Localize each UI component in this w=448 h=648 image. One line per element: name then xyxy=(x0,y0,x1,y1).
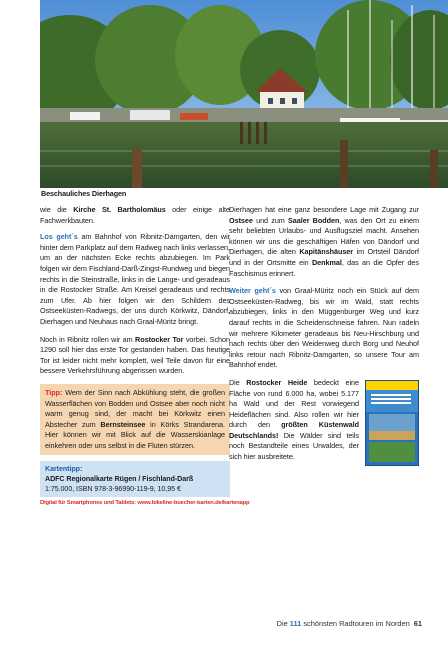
left-paragraph-2: Los geht´s am Bahnhof von Ribnitz-Damgarten, den wir hinter dem Parkplatz auf dem Radweg nach links verlassen, um an der nächsten Ecke rechts abzubiegen. Im Park folgen wir dem Fischland-Darß-Zingst-Rundweg und biegen rechts in die Steinstraße, links in die Lange- und geradeaus in die Rostocker Straße. Am Kreisel geradeaus und rechts zum Ufer. Ab hier folgen wir den Schildern des Ostseeküsten-Radwegs, der uns durch Körkwitz, Dändorf, Dierhagen und Neuhaus nach Graal-Müritz bringt. xyxy=(40,232,230,326)
right-column xyxy=(229,205,419,470)
right-paragraph-1: Dierhagen hat eine ganz besondere Lage mit Zugang zur Ostsee und zum Saaler Bodden, was den Ort zu einem sehr beliebten Urlaubs- und Ausflugsziel macht. Ansehen können wir uns die geschäftigen Häfen von Dändorf und Dierhagen, die alten Kapitänshäuser im Ortsteil Dändorf und in der Ortsmitte ein Denkmal, das an die Opfer des Faschismus erinnert. xyxy=(229,205,420,278)
map-tip-box xyxy=(40,461,230,497)
footer-number: 111 xyxy=(289,619,302,628)
right-paragraph-3: Die Rostocker Heide bedeckt eine Fläche von rund 6.000 ha, wobei 5.177 ha Wald und der Rest vorwiegend Heideflächen sind. Also rollen wir hier durch den größten Küstenwald Deutschlands! Die Wälder sind teils noch Bestandteile eines Urwaldes, der sich hier ausbreitete. xyxy=(229,378,419,463)
page-footer: Die 111 schönsten Radtouren im Norden 61 xyxy=(276,619,422,628)
left-paragraph-3: Noch in Ribnitz rollen wir am Rostocker Tor vorbei. Schon 1290 soll hier das erste Tor gestanden haben. Das heutige Tor ist leider nicht mehr komplett, weil Teile davon für eine bessere Verkehrsführung abgerissen wurden. xyxy=(40,334,230,376)
page-number: 61 xyxy=(413,619,422,628)
left-paragraph-1: wie die Kirche St. Bartholomäus oder einige alte Fachwerkbauten. xyxy=(40,205,230,225)
map-tip-name: ADFC Regionalkarte Rügen / Fischland-Darß xyxy=(45,475,194,484)
map-tip-title: Kartentipp: xyxy=(45,465,83,474)
los-gehts-lead: Los geht´s xyxy=(40,232,78,242)
right-paragraph-2: Weiter geht´s von Graal-Müritz noch ein Stück auf dem Ostseeküsten-Radweg, bis wir im Wald, statt rechts abzubiegen, links in den Müggenburger Weg und kurz darauf rechts in die Scheidenschneise fahren. Nun radeln wir mehrere Kilometer geradeaus bis Neu-Hirschburg und nach rechts über den Weidenweg durch Borg und Neuhof links retour nach Ribnitz-Damgarten, so unsere Tour am Bahnhof endet. xyxy=(229,286,419,370)
weiter-gehts-lead: Weiter geht´s xyxy=(229,286,276,296)
harbor-photo xyxy=(40,0,448,188)
tip-box: Tipp: Wem der Sinn nach Abkühlung steht, die großen Wasserflächen von Bodden und Ostsee aber noch nicht warm genug sind, der macht bei Körkwitz einen Abstecher zum Bernsteinsee in Körks Strandarena. Hier können wir mit Blick auf die Wasserskianlage einkehren oder uns selbst in die Fluten stürzen. xyxy=(40,384,230,456)
tip-label: Tipp: xyxy=(45,387,63,397)
digital-app-link[interactable]: Digital für Smartphones und Tablets: www.bikeline-buecher-karten.de/kartenapp xyxy=(40,500,250,507)
photo-caption: Beschauliches Dierhagen xyxy=(41,189,127,198)
map-tip-details: 1:75.000, ISBN 978-3-96990-119-9, 10,95 € xyxy=(45,485,181,494)
book-cover-image xyxy=(365,380,419,466)
left-column xyxy=(40,205,250,507)
